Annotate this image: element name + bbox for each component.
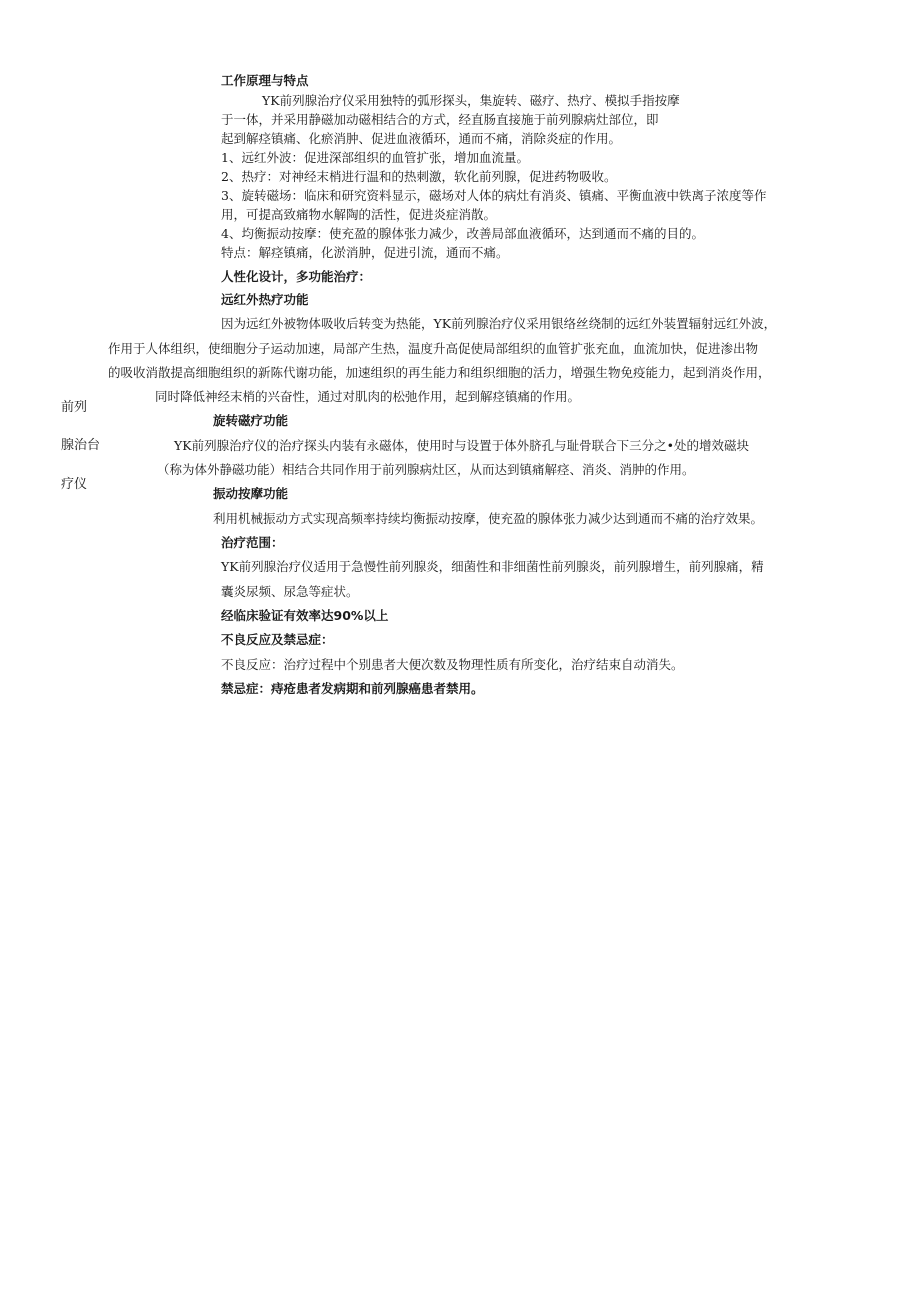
- intro-line: 用，可提高致痛物水解陶的活性，促进炎症消散。: [221, 207, 497, 222]
- far-infrared-line: 作用于人体组织，使细胞分子运动加速，局部产生热，温度升高促使局部组织的血管扩张充血，血流加快，促进渗出物: [108, 341, 759, 356]
- adverse-line: 不良反应：治疗过程中个别患者大便次数及物理性质有所变化，治疗结束自动消失。: [221, 657, 684, 672]
- rotating-magnetic-heading: 旋转磁疗功能: [213, 413, 289, 428]
- scope-heading: 治疗范围：: [221, 535, 284, 550]
- intro-line: 4、均衡振动按摩：使充盈的腺体张力减少，改善局部血液循环，达到通而不痛的目的。: [221, 226, 704, 241]
- side-title-line-3: 疗仪: [61, 477, 88, 492]
- vibration-heading: 振动按摩功能: [213, 486, 289, 501]
- intro-heading: 工作原理与特点: [221, 73, 309, 88]
- scope-line: 囊炎尿频、尿急等症状。: [221, 584, 359, 599]
- side-title-line-1: 前列: [61, 400, 88, 415]
- side-title-line-2: 腺治台: [61, 438, 101, 453]
- vibration-line: 利用机械振动方式实现高频率持续均衡振动按摩，使充盈的腺体张力减少达到通而不痛的治疗效果。: [213, 511, 764, 526]
- scope-line: YK前列腺治疗仪适用于急慢性前列腺炎，细菌性和非细菌性前列腺炎，前列腺增生，前列腺痛，精: [221, 559, 764, 574]
- intro-line: 于一体，并采用静磁加动磁相结合的方式，经直肠直接施于前列腺病灶部位，即: [221, 112, 659, 127]
- intro-line: YK前列腺治疗仪采用独特的弧形探头，集旋转、磁疗、热疗、模拟手指按摩: [262, 93, 680, 108]
- far-infrared-line: 因为远红外被物体吸收后转变为热能，YK前列腺治疗仪采用银络丝绕制的远红外装置辐射远红外波，: [221, 316, 777, 331]
- design-heading: 人性化设计，多功能治疗：: [221, 269, 372, 284]
- far-infrared-heading: 远红外热疗功能: [221, 292, 309, 307]
- intro-line: 特点：解痉镇痛，化淤消肿，促进引流，通而不痛。: [221, 245, 509, 260]
- rotating-magnetic-line: （称为体外静磁功能）相结合共同作用于前列腺病灶区，从而达到镇痛解痉、消炎、消肿的作用。: [157, 462, 695, 477]
- efficacy-heading: 经临床验证有效率达90%以上: [221, 608, 389, 623]
- intro-line: 1、远红外波：促进深部组织的血管扩张，增加血流量。: [221, 150, 529, 165]
- intro-line: 起到解痉镇痛、化瘀消肿、促进血液循环，通而不痛，消除炎症的作用。: [221, 131, 622, 146]
- intro-line: 3、旋转磁场：临床和研究资料显示，磁场对人体的病灶有消炎、镇痛、平衡血液中铁离子浓度等作: [221, 188, 767, 203]
- adverse-heading: 不良反应及禁忌症：: [221, 632, 334, 647]
- contraindication-line: 禁忌症：痔疮患者发病期和前列腺癌患者禁用。: [221, 681, 484, 696]
- far-infrared-line: 的吸收消散提高细胞组织的新陈代谢功能，加速组织的再生能力和组织细胞的活力，增强生物免疫能力，起到消炎作用，: [108, 365, 771, 380]
- intro-line: 2、热疗：对神经末梢进行温和的热刺激，软化前列腺，促进药物吸收。: [221, 169, 617, 184]
- rotating-magnetic-line: YK前列腺治疗仪的治疗探头内装有永磁体，使用时与设置于体外脐孔与耻骨联合下三分之•处的增效磁块: [174, 438, 749, 453]
- far-infrared-line: 同时降低神经末梢的兴奋性，通过对肌肉的松弛作用，起到解痉镇痛的作用。: [155, 389, 581, 404]
